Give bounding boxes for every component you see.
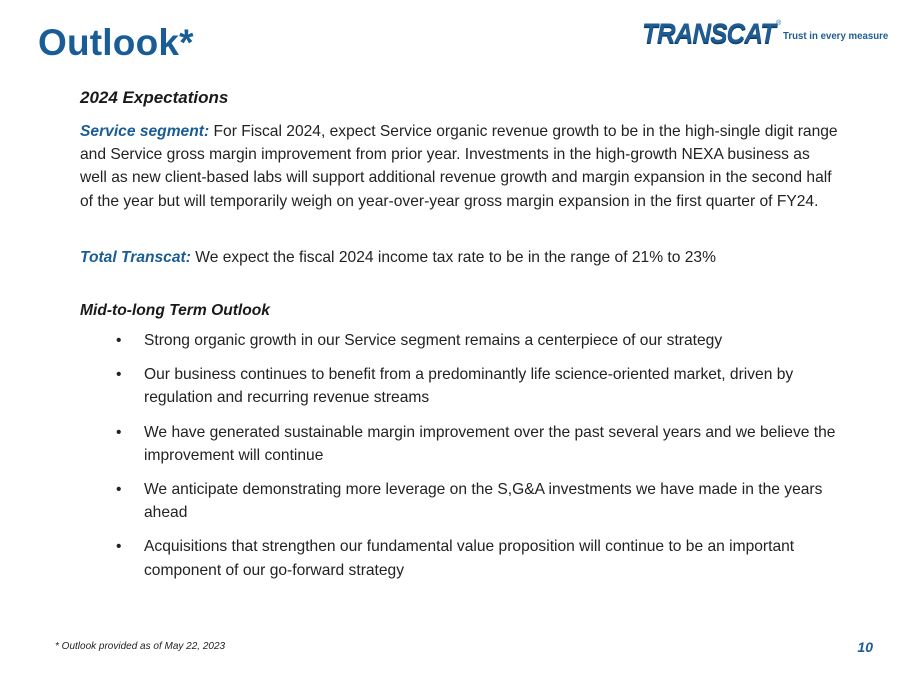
logo-tagline: Trust in every measure	[783, 30, 889, 42]
bullet-text: We anticipate demonstrating more leverage on the S,G&A investments we have made in the years ahead	[144, 481, 823, 522]
list-item	[116, 535, 840, 581]
bullet-text: Our business continues to benefit from a predominantly life science-oriented market, driven by regulation and recurring revenue streams	[144, 366, 794, 407]
bullet-icon: •	[116, 538, 122, 556]
service-segment-text: For Fiscal 2024, expect Service organic revenue growth to be in the high-single digit range and Service gross margin improvement from prior year. Investments in the high-growth NEXA business as well as new client-based labs will support additional revenue growth and margin expansion in the second half of the year but will temporarily weigh on year-over-year gross margin expansion in the first quarter of FY24.	[80, 123, 838, 210]
outlook-bullet-list	[80, 329, 840, 582]
bullet-icon: •	[116, 481, 122, 499]
footnote: * Outlook provided as of May 22, 2023	[55, 641, 226, 652]
page-title: Outlook*	[38, 22, 194, 63]
bullet-text: Strong organic growth in our Service segment remains a centerpiece of our strategy	[144, 332, 723, 350]
slide-content	[80, 88, 840, 593]
bullet-icon: •	[116, 332, 122, 350]
total-transcat-text: We expect the fiscal 2024 income tax rate to be in the range of 21% to 23%	[195, 248, 716, 266]
logo-wordmark: TRANSCAT	[642, 16, 776, 50]
bullet-icon: •	[116, 366, 122, 384]
bullet-text: Acquisitions that strengthen our fundamental value proposition will continue to be an important component of our go-forward strategy	[144, 538, 795, 579]
transcat-logo	[642, 16, 889, 50]
expectations-heading: 2024 Expectations	[80, 88, 229, 107]
logo-registered-mark: ®	[776, 20, 782, 27]
list-item	[116, 478, 840, 524]
list-item	[116, 421, 840, 467]
service-segment-label: Service segment:	[80, 123, 210, 140]
outlook-heading: Mid-to-long Term Outlook	[80, 302, 270, 320]
total-transcat-paragraph	[80, 246, 840, 269]
page-number: 10	[857, 639, 873, 655]
service-segment-paragraph	[80, 120, 840, 213]
list-item	[116, 329, 840, 352]
total-transcat-label: Total Transcat:	[80, 248, 191, 266]
list-item	[116, 363, 840, 409]
bullet-icon: •	[116, 423, 122, 441]
bullet-text: We have generated sustainable margin improvement over the past several years and we believe the improvement will continue	[144, 423, 836, 464]
